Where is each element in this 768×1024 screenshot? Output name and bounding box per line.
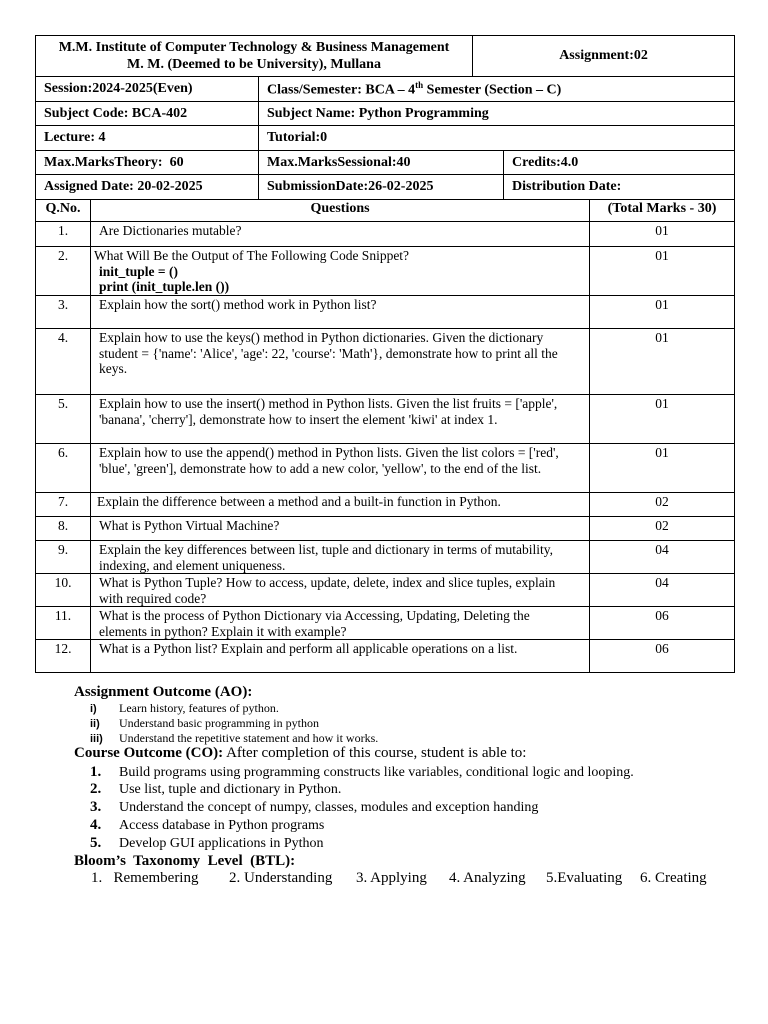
btl-level-5: 5.Evaluating — [546, 870, 623, 886]
list-marker: 1. — [90, 764, 102, 780]
assignment-outcome-heading: Assignment Outcome (AO): — [74, 684, 253, 700]
question-text: What is Python Virtual Machine? — [91, 517, 590, 541]
question-text-cell — [91, 247, 590, 296]
question-text: Are Dictionaries mutable? — [91, 222, 590, 247]
lecture: Lecture: 4 — [36, 126, 259, 151]
institute-name-cell — [36, 36, 473, 77]
list-item — [90, 817, 324, 834]
question-text: Explain how to use the keys() method in Python dictionaries. Given the dictionary student = {'name': 'Alice', 'age': 22, 'course': 'Math'}, demonstrate how to print all the keys. — [91, 329, 590, 395]
question-marks: 04 — [590, 574, 735, 607]
question-text: What is Python Tuple? How to access, update, delete, index and slice tuples, explain with required code? — [91, 574, 590, 607]
list-marker: 2. — [90, 781, 102, 797]
list-marker: iii) — [90, 733, 103, 745]
question-marks: 02 — [590, 493, 735, 517]
class-sup: th — [415, 79, 424, 90]
question-number: 6. — [36, 444, 91, 493]
course-outcome — [74, 745, 526, 762]
class-prefix: Class/Semester: BCA – 4 — [267, 82, 416, 98]
btl-level-1: 1. Remembering — [91, 870, 199, 886]
institute-line1: M.M. Institute of Computer Technology & Business Management — [58, 40, 450, 55]
list-text: Understand the concept of numpy, classes, modules and exception handing — [119, 800, 539, 815]
question-number: 8. — [36, 517, 91, 541]
list-marker: 4. — [90, 817, 102, 833]
class-suffix: Semester (Section – C) — [423, 82, 562, 98]
question-number: 12. — [36, 640, 91, 673]
question-number: 9. — [36, 541, 91, 574]
list-text: Develop GUI applications in Python — [119, 836, 324, 851]
list-text: Access database in Python programs — [119, 818, 325, 833]
list-text: Build programs using programming constructs like variables, conditional logic and looping. — [119, 765, 634, 780]
session: Session:2024-2025(Even) — [36, 77, 259, 102]
question-number: 5. — [36, 395, 91, 444]
btl-level-3: 3. Applying — [356, 870, 427, 886]
btl-heading: Bloom’s Taxonomy Level (BTL): — [74, 853, 296, 869]
list-item — [90, 731, 378, 746]
table-row — [36, 444, 735, 493]
question-number: 11. — [36, 607, 91, 640]
header-table — [35, 35, 735, 200]
btl-level-2: 2. Understanding — [229, 870, 333, 886]
questions-header-row — [36, 200, 735, 222]
question-marks: 01 — [590, 329, 735, 395]
tutorial: Tutorial:0 — [259, 126, 735, 151]
subject-code: Subject Code: BCA-402 — [36, 102, 259, 126]
list-text: Use list, tuple and dictionary in Python. — [119, 782, 342, 797]
code-line-1: init_tuple = () — [99, 263, 178, 279]
list-item — [90, 799, 538, 816]
question-number: 2. — [36, 247, 91, 296]
assignment-number: Assignment:02 — [473, 36, 735, 77]
question-text: Explain the key differences between list, tuple and dictionary in terms of mutability, indexing, and element uniqueness. — [91, 541, 590, 574]
table-row — [36, 247, 735, 296]
question-marks: 01 — [590, 222, 735, 247]
question-marks: 04 — [590, 541, 735, 574]
question-text: Explain how the sort() method work in Python list? — [91, 296, 590, 329]
distribution-date: Distribution Date: — [504, 175, 735, 200]
table-row — [36, 222, 735, 247]
table-row — [36, 296, 735, 329]
questions-table — [35, 199, 735, 673]
table-row — [36, 395, 735, 444]
institute-line2: M. M. (Deemed to be University), Mullana — [127, 57, 381, 72]
question-number: 10. — [36, 574, 91, 607]
table-row — [36, 607, 735, 640]
list-item — [90, 781, 341, 798]
question-text: Explain how to use the append() method in Python lists. Given the list colors = ['red', 'blue', 'green'], demonstrate how to add a new color, 'yellow', to the end of the list. — [91, 444, 590, 493]
list-item — [90, 701, 279, 716]
table-row — [36, 329, 735, 395]
max-marks-theory: Max.MarksTheory: 60 — [36, 151, 259, 175]
submission-date: SubmissionDate:26-02-2025 — [259, 175, 504, 200]
list-marker: ii) — [90, 718, 100, 730]
list-text: Understand the repetitive statement and how it works. — [119, 731, 379, 745]
question-marks: 01 — [590, 296, 735, 329]
question-text: Explain the difference between a method and a built-in function in Python. — [91, 493, 590, 517]
list-item — [90, 716, 319, 731]
question-number: 1. — [36, 222, 91, 247]
question-number: 4. — [36, 329, 91, 395]
question-text: What Will Be the Output of The Following Code Snippet? — [94, 248, 410, 263]
assigned-date: Assigned Date: 20-02-2025 — [36, 175, 259, 200]
list-item — [90, 764, 634, 781]
question-marks: 02 — [590, 517, 735, 541]
question-text: Explain how to use the insert() method in Python lists. Given the list fruits = ['apple', 'banana', 'cherry'], demonstrate how to insert the element 'kiwi' at index 1. — [91, 395, 590, 444]
table-row — [36, 541, 735, 574]
btl-level-4: 4. Analyzing — [449, 870, 526, 886]
list-marker: i) — [90, 703, 97, 715]
course-outcome-intro: After completion of this course, student is able to: — [223, 745, 527, 761]
list-marker: 5. — [90, 835, 102, 851]
question-text: What is the process of Python Dictionary via Accessing, Updating, Deleting the elements in python? Explain it with example? — [91, 607, 590, 640]
subject-name: Subject Name: Python Programming — [259, 102, 735, 126]
col-marks: (Total Marks - 30) — [590, 200, 735, 222]
list-text: Understand basic programming in python — [119, 716, 319, 730]
question-marks: 06 — [590, 640, 735, 673]
table-row — [36, 640, 735, 673]
list-item — [90, 835, 324, 852]
question-text: What is a Python list? Explain and perform all applicable operations on a list. — [91, 640, 590, 673]
question-number: 3. — [36, 296, 91, 329]
list-text: Learn history, features of python. — [119, 701, 279, 715]
table-row — [36, 574, 735, 607]
course-outcome-heading: Course Outcome (CO): — [74, 745, 224, 761]
question-marks: 01 — [590, 247, 735, 296]
col-questions: Questions — [91, 200, 590, 222]
table-row — [36, 517, 735, 541]
table-row — [36, 493, 735, 517]
max-marks-sessional: Max.MarksSessional:40 — [259, 151, 504, 175]
btl-level-6: 6. Creating — [640, 870, 707, 886]
class-semester — [259, 77, 735, 102]
question-marks: 01 — [590, 395, 735, 444]
question-number: 7. — [36, 493, 91, 517]
question-marks: 01 — [590, 444, 735, 493]
credits: Credits:4.0 — [504, 151, 735, 175]
list-marker: 3. — [90, 799, 102, 815]
col-qno: Q.No. — [36, 200, 91, 222]
code-line-2: print (init_tuple.len ()) — [99, 279, 230, 294]
question-marks: 06 — [590, 607, 735, 640]
